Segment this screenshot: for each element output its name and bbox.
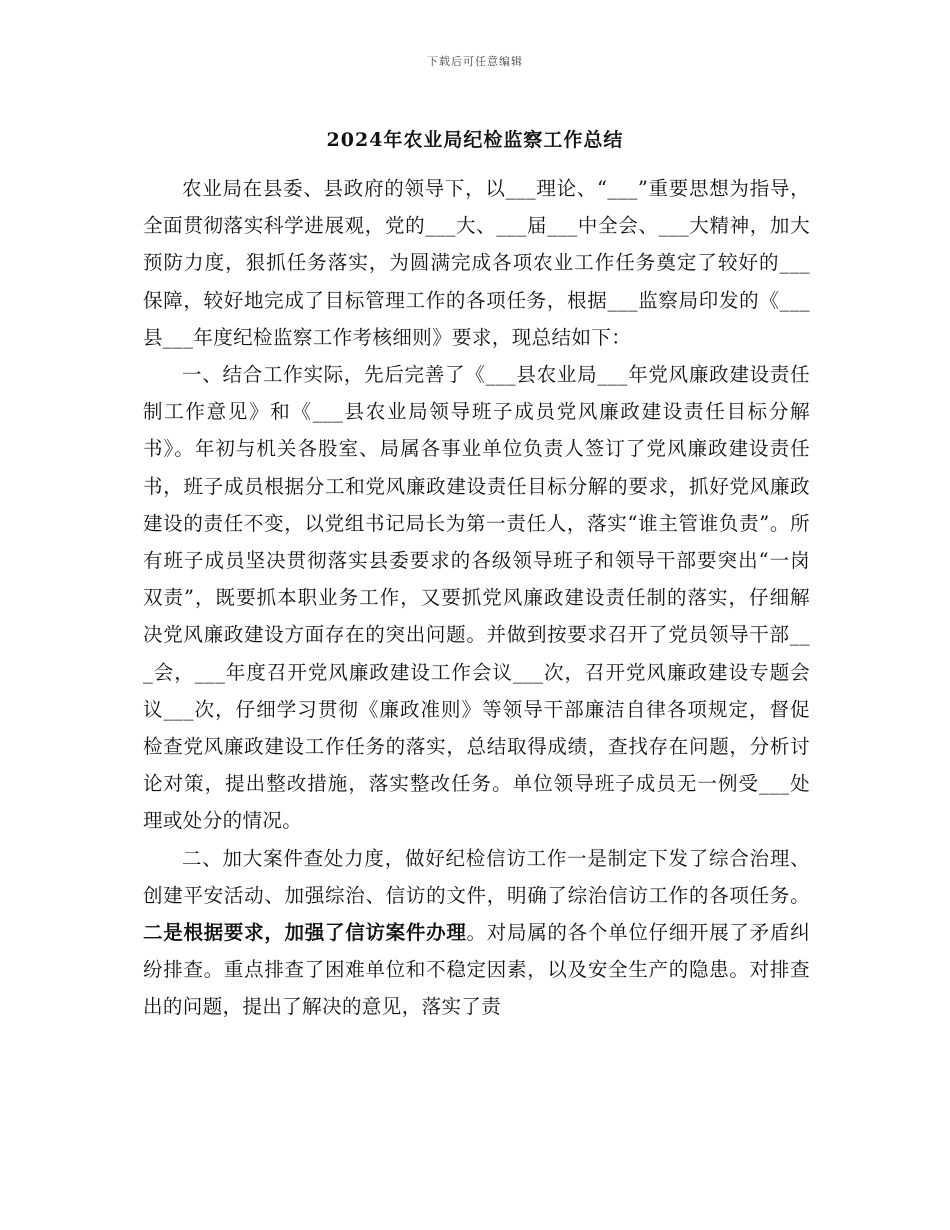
paragraph-section-two-bold-text: 二是根据要求，加强了信访案件办理 [143, 921, 467, 945]
paragraph-section-two [143, 840, 810, 1026]
document-body [143, 170, 810, 1026]
paragraph-section-two-text: 二、加大案件查处力度，做好纪检信访工作一是制定下发了综合治理、创建平安活动、加强综治、信访的文件，明确了综治信访工作的各项任务。 [143, 846, 810, 907]
header-note: 下载后可任意编辑 [427, 55, 523, 68]
paragraph-section-one: 一、结合工作实际，先后完善了《___县农业局___年党风廉政建设责任制工作意见》和《___县农业局领导班子成员党风廉政建设责任目标分解书》。年初与机关各股室、局属各事业单位负责人签订了党风廉政建设责任书，班子成员根据分工和党风廉政建设责任目标分解的要求，抓好党风廉政建设的责任不变，以党组书记局长为第一责任人，落实“谁主管谁负责”。所有班子成员坚决贯彻落实县委要求的各级领导班子和领导干部要突出“一岗双责”，既要抓本职业务工作，又要抓党风廉政建设责任制的落实，仔细解决党风廉政建设方面存在的突出问题。并做到按要求召开了党员领导干部___会，___年度召开党风廉政建设工作会议___次，召开党风廉政建设专题会议___次，仔细学习贯彻《廉政准则》等领导干部廉洁自律各项规定，督促检查党风廉政建设工作任务的落实，总结取得成绩，查找存在问题，分析讨论对策，提出整改措施，落实整改任务。单位领导班子成员无一例受___处理或处分的情况。 [143, 363, 810, 833]
document-title: 2024年农业局纪检监察工作总结 [326, 129, 624, 151]
paragraph-intro: 农业局在县委、县政府的领导下，以___理论、“___”重要思想为指导，全面贯彻落实科学进展观，党的___大、___届___中全会、___大精神，加大预防力度，狠抓任务落实，为圆满完成各项农业工作任务奠定了较好的___保障，较好地完成了目标管理工作的各项任务，根据___监察局印发的《___县___年度纪检监察工作考核细则》要求，现总结如下： [143, 177, 810, 349]
paragraph-section-two-continued-text: 。对局属的各个单位仔细开展了矛盾纠纷排查。重点排查了困难单位和不稳定因素，以及安全生产的隐患。对排查出的问题，提出了解决的意见，落实了责 [143, 921, 810, 1019]
